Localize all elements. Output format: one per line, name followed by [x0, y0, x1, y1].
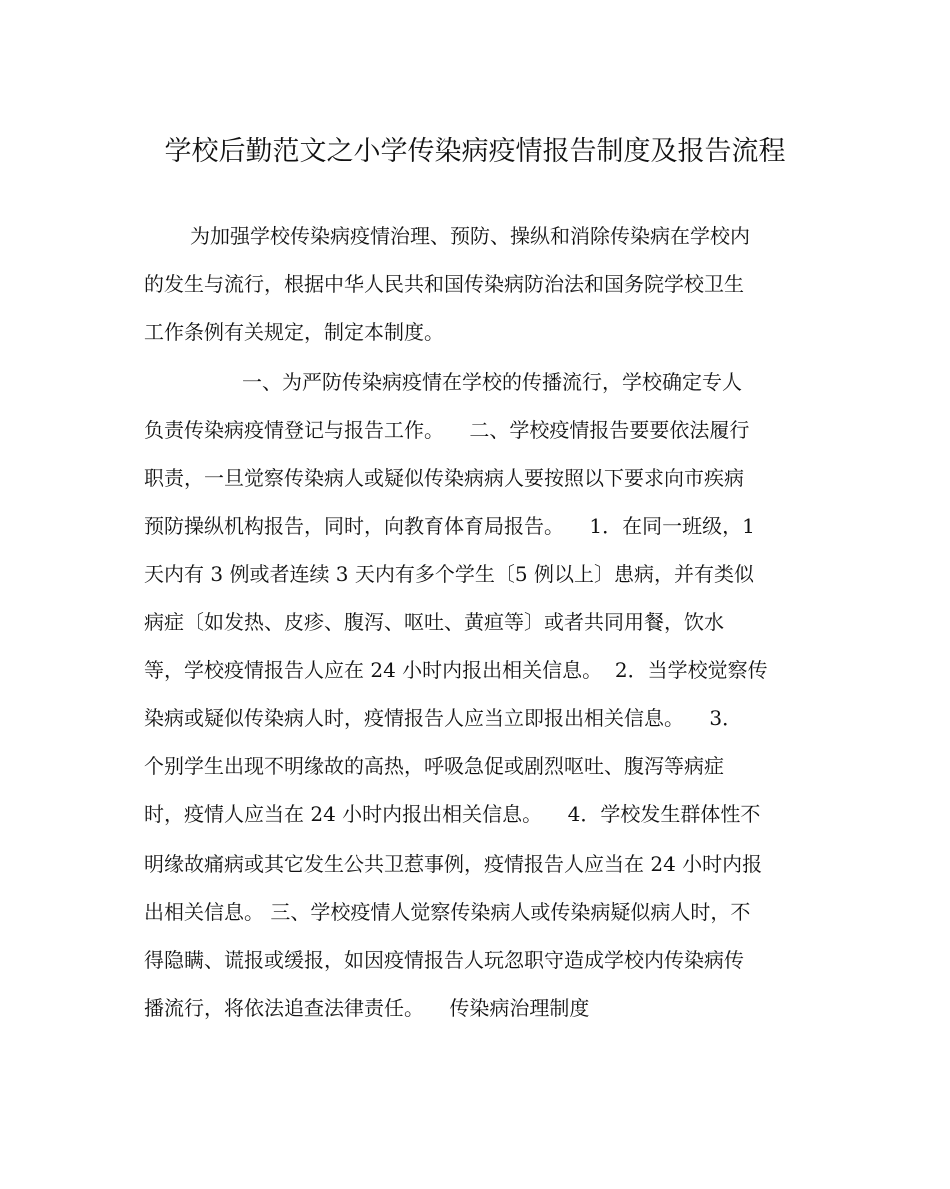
paragraph-line: 个别学生出现不明缘故的高热，呼吸急促或剧烈呕吐、腹泻等病症 — [144, 754, 724, 778]
paragraph-line: 职责，一旦觉察传染病人或疑似传染病病人要按照以下要求向市疾病 — [144, 466, 744, 490]
paragraph-line: 时，疫情人应当在 24 小时内报出相关信息。 4．学校发生群体性不 — [144, 802, 761, 826]
paragraph-line: 天内有 3 例或者连续 3 天内有多个学生〔5 例以上〕患病，并有类似 — [144, 562, 754, 586]
paragraph-line: 出相关信息。 三、学校疫情人觉察传染病人或传染病疑似病人时，不 — [144, 900, 751, 924]
paragraph-line: 等，学校疫情报告人应在 24 小时内报出相关信息。 2．当学校觉察传 — [144, 658, 768, 682]
paragraph-line: 得隐瞒、谎报或缓报，如因疫情报告人玩忽职守造成学校内传染病传 — [144, 948, 744, 972]
paragraph-line: 工作条例有关规定，制定本制度。 — [144, 320, 444, 344]
paragraph-line: 的发生与流行，根据中华人民共和国传染病防治法和国务院学校卫生 — [144, 272, 744, 296]
document-title: 学校后勤范文之小学传染病疫情报告制度及报告流程 — [164, 136, 786, 167]
paragraph-line: 预防操纵机构报告，同时，向教育体育局报告。 1．在同一班级，1 — [144, 514, 755, 538]
paragraph-line: 染病或疑似传染病人时，疫情报告人应当立即报出相关信息。 3． — [144, 706, 743, 730]
paragraph-line: 明缘故痛病或其它发生公共卫惹事例，疫情报告人应当在 24 小时内报 — [144, 852, 763, 876]
paragraph-line: 一、为严防传染病疫情在学校的传播流行，学校确定专人 — [242, 370, 742, 394]
paragraph-line: 播流行，将依法追查法律责任。 传染病治理制度 — [144, 996, 590, 1020]
paragraph-line: 为加强学校传染病疫情治理、预防、操纵和消除传染病在学校内 — [190, 224, 750, 248]
paragraph-line: 病症〔如发热、皮疹、腹泻、呕吐、黄疸等〕或者共同用餐，饮水 — [144, 610, 724, 634]
paragraph-line: 负责传染病疫情登记与报告工作。 二、学校疫情报告要要依法履行 — [144, 418, 750, 442]
